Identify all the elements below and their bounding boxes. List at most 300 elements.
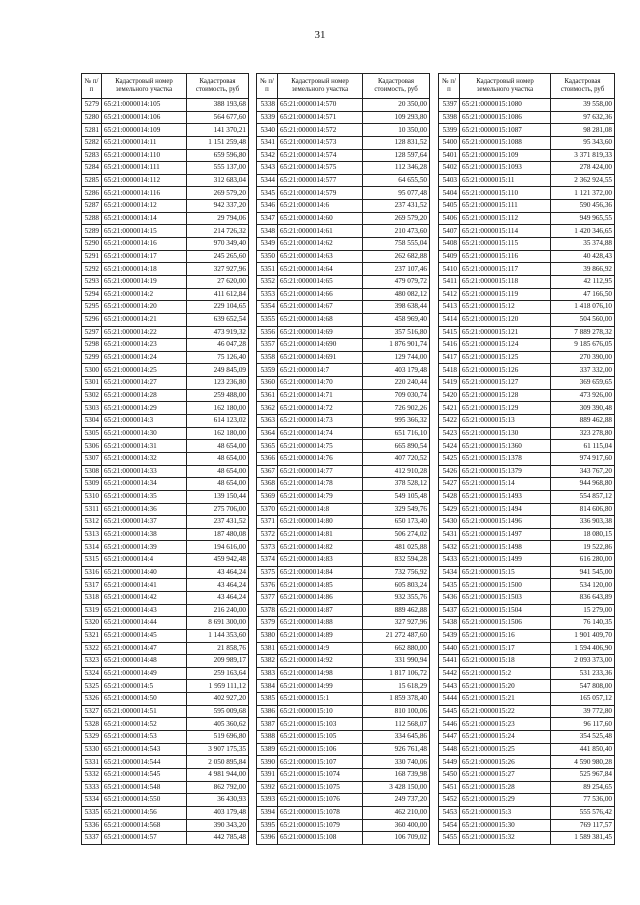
row-number-cell: 5329 bbox=[82, 731, 102, 744]
row-number-cell: 5394 bbox=[257, 806, 278, 819]
row-number-cell: 5408 bbox=[439, 238, 460, 251]
header-cadastral-value: Кадастровая стоимость, руб bbox=[187, 74, 249, 99]
cadastral-value-cell: 7 889 278,32 bbox=[551, 326, 615, 339]
table-row bbox=[257, 617, 430, 630]
cadastral-value-cell: 162 180,00 bbox=[187, 427, 249, 440]
table-row bbox=[439, 832, 615, 845]
cadastral-value-cell: 836 643,89 bbox=[551, 591, 615, 604]
cadastral-value-cell: 889 462,88 bbox=[551, 415, 615, 428]
row-number-cell: 5393 bbox=[257, 794, 278, 807]
cadastral-number-cell: 65:21:0000014:116 bbox=[102, 187, 187, 200]
cadastral-number-cell: 65:21:0000015:32 bbox=[460, 832, 551, 845]
cadastral-value-cell: 2 050 895,84 bbox=[187, 756, 249, 769]
cadastral-number-cell: 65:21:0000015:121 bbox=[460, 326, 551, 339]
row-number-cell: 5300 bbox=[82, 364, 102, 377]
table-row bbox=[257, 655, 430, 668]
cadastral-value-cell: 329 549,76 bbox=[363, 503, 430, 516]
row-number-cell: 5367 bbox=[257, 465, 278, 478]
cadastral-value-cell: 1 901 409,70 bbox=[551, 629, 615, 642]
cadastral-number-cell: 65:21:0000014:81 bbox=[278, 528, 363, 541]
cadastral-value-cell: 412 910,28 bbox=[363, 465, 430, 478]
cadastral-value-cell: 336 903,38 bbox=[551, 516, 615, 529]
row-number-cell: 5305 bbox=[82, 427, 102, 440]
table-row bbox=[82, 781, 249, 794]
cadastral-value-cell: 343 767,20 bbox=[551, 465, 615, 478]
table-row bbox=[439, 351, 615, 364]
table-row bbox=[82, 275, 249, 288]
cadastral-value-cell: 95 343,60 bbox=[551, 136, 615, 149]
table-row bbox=[439, 528, 615, 541]
cadastral-value-cell: 519 696,80 bbox=[187, 731, 249, 744]
cadastral-number-cell: 65:21:0000014:20 bbox=[102, 301, 187, 314]
row-number-cell: 5324 bbox=[82, 667, 102, 680]
table-row bbox=[82, 718, 249, 731]
row-number-cell: 5434 bbox=[439, 566, 460, 579]
cadastral-value-cell: 48 654,00 bbox=[187, 478, 249, 491]
row-number-cell: 5442 bbox=[439, 667, 460, 680]
cadastral-value-cell: 327 927,96 bbox=[363, 617, 430, 630]
cadastral-number-cell: 65:21:0000015:1075 bbox=[278, 781, 363, 794]
row-number-cell: 5402 bbox=[439, 162, 460, 175]
cadastral-number-cell: 65:21:0000015:1499 bbox=[460, 554, 551, 567]
table-row bbox=[439, 604, 615, 617]
cadastral-value-cell: 659 596,80 bbox=[187, 149, 249, 162]
cadastral-number-cell: 65:21:0000014:110 bbox=[102, 149, 187, 162]
table-row bbox=[82, 377, 249, 390]
cadastral-number-cell: 65:21:0000014:43 bbox=[102, 604, 187, 617]
row-number-cell: 5428 bbox=[439, 490, 460, 503]
cadastral-number-cell: 65:21:0000014:64 bbox=[278, 263, 363, 276]
table-row bbox=[257, 819, 430, 832]
row-number-cell: 5388 bbox=[257, 731, 278, 744]
cadastral-value-cell: 275 706,00 bbox=[187, 503, 249, 516]
cadastral-value-cell: 862 792,00 bbox=[187, 781, 249, 794]
table-row bbox=[439, 680, 615, 693]
row-number-cell: 5343 bbox=[257, 162, 278, 175]
cadastral-value-cell: 441 850,40 bbox=[551, 743, 615, 756]
table-row bbox=[257, 794, 430, 807]
cadastral-value-cell: 98 281,08 bbox=[551, 124, 615, 137]
row-number-cell: 5415 bbox=[439, 326, 460, 339]
table-row bbox=[439, 554, 615, 567]
table-row bbox=[439, 136, 615, 149]
cadastral-number-cell: 65:21:0000014:573 bbox=[278, 136, 363, 149]
table-row bbox=[257, 389, 430, 402]
row-number-cell: 5441 bbox=[439, 655, 460, 668]
table-row bbox=[439, 743, 615, 756]
cadastral-number-cell: 65:21:0000014:92 bbox=[278, 655, 363, 668]
row-number-cell: 5414 bbox=[439, 313, 460, 326]
row-number-cell: 5370 bbox=[257, 503, 278, 516]
cadastral-number-cell: 65:21:0000014:571 bbox=[278, 111, 363, 124]
table-row bbox=[257, 604, 430, 617]
table-row bbox=[257, 478, 430, 491]
table-row bbox=[257, 238, 430, 251]
row-number-cell: 5432 bbox=[439, 541, 460, 554]
table-row bbox=[439, 263, 615, 276]
cadastral-number-cell: 65:21:0000015:30 bbox=[460, 819, 551, 832]
row-number-cell: 5453 bbox=[439, 806, 460, 819]
cadastral-value-cell: 407 720,52 bbox=[363, 452, 430, 465]
row-number-cell: 5387 bbox=[257, 718, 278, 731]
cadastral-value-cell: 309 390,48 bbox=[551, 402, 615, 415]
row-number-cell: 5421 bbox=[439, 402, 460, 415]
table-row bbox=[439, 465, 615, 478]
cadastral-value-cell: 1 151 259,48 bbox=[187, 136, 249, 149]
cadastral-value-cell: 43 464,24 bbox=[187, 566, 249, 579]
cadastral-number-cell: 65:21:0000015:120 bbox=[460, 313, 551, 326]
table-row bbox=[257, 452, 430, 465]
table-row bbox=[82, 541, 249, 554]
table-row bbox=[439, 516, 615, 529]
table-row bbox=[257, 440, 430, 453]
cadastral-number-cell: 65:21:0000015:127 bbox=[460, 377, 551, 390]
table-row bbox=[82, 364, 249, 377]
row-number-cell: 5417 bbox=[439, 351, 460, 364]
row-number-cell: 5423 bbox=[439, 427, 460, 440]
cadastral-number-cell: 65:21:0000015:130 bbox=[460, 427, 551, 440]
cadastral-value-cell: 312 683,04 bbox=[187, 174, 249, 187]
row-number-cell: 5285 bbox=[82, 174, 102, 187]
row-number-cell: 5406 bbox=[439, 212, 460, 225]
cadastral-number-cell: 65:21:0000015:1086 bbox=[460, 111, 551, 124]
cadastral-number-cell: 65:21:0000015:110 bbox=[460, 187, 551, 200]
table-row bbox=[82, 162, 249, 175]
row-number-cell: 5375 bbox=[257, 566, 278, 579]
cadastral-number-cell: 65:21:0000015:1493 bbox=[460, 490, 551, 503]
cadastral-number-cell: 65:21:0000015:22 bbox=[460, 705, 551, 718]
cadastral-number-cell: 65:21:0000014:48 bbox=[102, 655, 187, 668]
cadastral-value-cell: 323 278,80 bbox=[551, 427, 615, 440]
table-row bbox=[82, 756, 249, 769]
table-row bbox=[257, 718, 430, 731]
cadastral-number-cell: 65:21:0000015:126 bbox=[460, 364, 551, 377]
cadastral-value-cell: 249 737,20 bbox=[363, 794, 430, 807]
row-number-cell: 5440 bbox=[439, 642, 460, 655]
cadastral-number-cell: 65:21:0000014:11 bbox=[102, 136, 187, 149]
table-row bbox=[257, 503, 430, 516]
table-row bbox=[257, 680, 430, 693]
row-number-cell: 5427 bbox=[439, 478, 460, 491]
cadastral-value-cell: 3 907 175,35 bbox=[187, 743, 249, 756]
cadastral-value-cell: 732 756,92 bbox=[363, 566, 430, 579]
table-row bbox=[439, 364, 615, 377]
table-row bbox=[439, 250, 615, 263]
table-row bbox=[439, 718, 615, 731]
cadastral-number-cell: 65:21:0000015:108 bbox=[278, 832, 363, 845]
row-number-cell: 5445 bbox=[439, 705, 460, 718]
cadastral-number-cell: 65:21:0000014:8 bbox=[278, 503, 363, 516]
cadastral-number-cell: 65:21:0000015:25 bbox=[460, 743, 551, 756]
cadastral-number-cell: 65:21:0000014:545 bbox=[102, 768, 187, 781]
table-row bbox=[82, 174, 249, 187]
table-row bbox=[257, 541, 430, 554]
cadastral-value-cell: 378 528,12 bbox=[363, 478, 430, 491]
table-row bbox=[82, 528, 249, 541]
cadastral-value-cell: 889 462,88 bbox=[363, 604, 430, 617]
table-row bbox=[82, 187, 249, 200]
table-row bbox=[439, 731, 615, 744]
row-number-cell: 5397 bbox=[439, 99, 460, 112]
row-number-cell: 5448 bbox=[439, 743, 460, 756]
row-number-cell: 5291 bbox=[82, 250, 102, 263]
cadastral-number-cell: 65:21:0000015:1088 bbox=[460, 136, 551, 149]
cadastral-number-cell: 65:21:0000015:20 bbox=[460, 680, 551, 693]
row-number-cell: 5422 bbox=[439, 415, 460, 428]
table-row bbox=[82, 503, 249, 516]
row-number-cell: 5350 bbox=[257, 250, 278, 263]
table-row bbox=[257, 591, 430, 604]
cadastral-value-cell: 97 632,36 bbox=[551, 111, 615, 124]
cadastral-number-cell: 65:21:0000014:6 bbox=[278, 200, 363, 213]
row-number-cell: 5395 bbox=[257, 819, 278, 832]
table-row bbox=[82, 819, 249, 832]
cadastral-number-cell: 65:21:0000014:16 bbox=[102, 238, 187, 251]
row-number-cell: 5443 bbox=[439, 680, 460, 693]
table-row bbox=[439, 124, 615, 137]
row-number-cell: 5312 bbox=[82, 516, 102, 529]
row-number-cell: 5299 bbox=[82, 351, 102, 364]
cadastral-value-cell: 459 942,48 bbox=[187, 554, 249, 567]
cadastral-number-cell: 65:21:0000015:1079 bbox=[278, 819, 363, 832]
cadastral-value-cell: 165 057,12 bbox=[551, 693, 615, 706]
cadastral-number-cell: 65:21:0000015:12 bbox=[460, 301, 551, 314]
cadastral-value-cell: 237 431,52 bbox=[363, 200, 430, 213]
cadastral-number-cell: 65:21:0000014:56 bbox=[102, 806, 187, 819]
cadastral-value-cell: 1 420 346,65 bbox=[551, 225, 615, 238]
row-number-cell: 5400 bbox=[439, 136, 460, 149]
cadastral-number-cell: 65:21:0000015:1087 bbox=[460, 124, 551, 137]
cadastral-number-cell: 65:21:0000015:107 bbox=[278, 756, 363, 769]
table-row bbox=[439, 187, 615, 200]
cadastral-number-cell: 65:21:0000014:61 bbox=[278, 225, 363, 238]
row-number-cell: 5409 bbox=[439, 250, 460, 263]
cadastral-value-cell: 651 716,10 bbox=[363, 427, 430, 440]
cadastral-number-cell: 65:21:0000015:105 bbox=[278, 731, 363, 744]
row-number-cell: 5385 bbox=[257, 693, 278, 706]
cadastral-value-cell: 616 280,00 bbox=[551, 554, 615, 567]
cadastral-value-cell: 2 093 373,00 bbox=[551, 655, 615, 668]
cadastral-value-cell: 330 740,06 bbox=[363, 756, 430, 769]
cadastral-number-cell: 65:21:0000014:14 bbox=[102, 212, 187, 225]
table-row bbox=[82, 326, 249, 339]
row-number-cell: 5341 bbox=[257, 136, 278, 149]
cadastral-value-cell: 337 332,00 bbox=[551, 364, 615, 377]
cadastral-value-cell: 4 590 980,28 bbox=[551, 756, 615, 769]
row-number-cell: 5322 bbox=[82, 642, 102, 655]
cadastral-value-cell: 43 464,24 bbox=[187, 579, 249, 592]
cadastral-number-cell: 65:21:0000014:45 bbox=[102, 629, 187, 642]
cadastral-value-cell: 605 803,24 bbox=[363, 579, 430, 592]
row-number-cell: 5446 bbox=[439, 718, 460, 731]
row-number-cell: 5426 bbox=[439, 465, 460, 478]
cadastral-value-cell: 76 140,35 bbox=[551, 617, 615, 630]
cadastral-number-cell: 65:21:0000015:1378 bbox=[460, 452, 551, 465]
table-row bbox=[439, 275, 615, 288]
cadastral-value-cell: 949 965,55 bbox=[551, 212, 615, 225]
table-row bbox=[82, 566, 249, 579]
row-number-cell: 5392 bbox=[257, 781, 278, 794]
cadastral-number-cell: 65:21:0000015:13 bbox=[460, 415, 551, 428]
row-number-cell: 5429 bbox=[439, 503, 460, 516]
cadastral-number-cell: 65:21:0000014:75 bbox=[278, 440, 363, 453]
table-row bbox=[257, 275, 430, 288]
row-number-cell: 5371 bbox=[257, 516, 278, 529]
table-row bbox=[82, 263, 249, 276]
cadastral-value-cell: 1 859 378,40 bbox=[363, 693, 430, 706]
cadastral-number-cell: 65:21:0000015:124 bbox=[460, 339, 551, 352]
cadastral-number-cell: 65:21:0000015:15 bbox=[460, 566, 551, 579]
row-number-cell: 5340 bbox=[257, 124, 278, 137]
cadastral-number-cell: 65:21:0000015:21 bbox=[460, 693, 551, 706]
table-row bbox=[439, 629, 615, 642]
cadastral-value-cell: 187 480,08 bbox=[187, 528, 249, 541]
cadastral-value-cell: 123 236,80 bbox=[187, 377, 249, 390]
cadastral-value-cell: 1 589 381,45 bbox=[551, 832, 615, 845]
cadastral-value-cell: 639 652,54 bbox=[187, 313, 249, 326]
table-row bbox=[439, 794, 615, 807]
cadastral-value-cell: 726 902,26 bbox=[363, 402, 430, 415]
table-row bbox=[82, 402, 249, 415]
table-row bbox=[82, 124, 249, 137]
cadastral-value-cell: 259 163,64 bbox=[187, 667, 249, 680]
table-row bbox=[257, 200, 430, 213]
cadastral-number-cell: 65:21:0000014:25 bbox=[102, 364, 187, 377]
table-row bbox=[439, 781, 615, 794]
header-num: № п/п bbox=[257, 74, 278, 99]
cadastral-number-cell: 65:21:0000014:85 bbox=[278, 579, 363, 592]
cadastral-number-cell: 65:21:0000015:17 bbox=[460, 642, 551, 655]
table-row bbox=[257, 225, 430, 238]
cadastral-number-cell: 65:21:0000015:28 bbox=[460, 781, 551, 794]
cadastral-number-cell: 65:21:0000014:70 bbox=[278, 377, 363, 390]
row-number-cell: 5381 bbox=[257, 642, 278, 655]
row-number-cell: 5303 bbox=[82, 402, 102, 415]
row-number-cell: 5348 bbox=[257, 225, 278, 238]
row-number-cell: 5411 bbox=[439, 275, 460, 288]
cadastral-number-cell: 65:21:0000015:114 bbox=[460, 225, 551, 238]
row-number-cell: 5365 bbox=[257, 440, 278, 453]
cadastral-value-cell: 2 362 924,55 bbox=[551, 174, 615, 187]
cadastral-value-cell: 769 117,57 bbox=[551, 819, 615, 832]
row-number-cell: 5412 bbox=[439, 288, 460, 301]
table-row bbox=[82, 806, 249, 819]
table-row bbox=[82, 136, 249, 149]
row-number-cell: 5359 bbox=[257, 364, 278, 377]
cadastral-number-cell: 65:21:0000014:109 bbox=[102, 124, 187, 137]
table-row bbox=[439, 655, 615, 668]
row-number-cell: 5352 bbox=[257, 275, 278, 288]
cadastral-value-cell: 61 115,04 bbox=[551, 440, 615, 453]
cadastral-number-cell: 65:21:0000014:27 bbox=[102, 377, 187, 390]
cadastral-value-cell: 462 210,00 bbox=[363, 806, 430, 819]
cadastral-number-cell: 65:21:0000014:41 bbox=[102, 579, 187, 592]
cadastral-number-cell: 65:21:0000014:575 bbox=[278, 162, 363, 175]
cadastral-value-cell: 8 691 300,00 bbox=[187, 617, 249, 630]
table-row bbox=[439, 591, 615, 604]
cadastral-number-cell: 65:21:0000015:119 bbox=[460, 288, 551, 301]
cadastral-number-cell: 65:21:0000015:115 bbox=[460, 238, 551, 251]
table-row bbox=[257, 377, 430, 390]
cadastral-number-cell: 65:21:0000014:22 bbox=[102, 326, 187, 339]
cadastral-number-cell: 65:21:0000014:105 bbox=[102, 99, 187, 112]
table-row bbox=[257, 781, 430, 794]
cadastral-value-cell: 47 166,50 bbox=[551, 288, 615, 301]
cadastral-value-cell: 595 009,68 bbox=[187, 705, 249, 718]
row-number-cell: 5296 bbox=[82, 313, 102, 326]
table-row bbox=[257, 427, 430, 440]
row-number-cell: 5323 bbox=[82, 655, 102, 668]
row-number-cell: 5380 bbox=[257, 629, 278, 642]
cadastral-number-cell: 65:21:0000014:574 bbox=[278, 149, 363, 162]
row-number-cell: 5330 bbox=[82, 743, 102, 756]
row-number-cell: 5334 bbox=[82, 794, 102, 807]
cadastral-value-cell: 944 968,80 bbox=[551, 478, 615, 491]
table-row bbox=[257, 756, 430, 769]
cadastral-value-cell: 1 144 353,60 bbox=[187, 629, 249, 642]
cadastral-value-cell: 403 179,48 bbox=[187, 806, 249, 819]
cadastral-number-cell: 65:21:0000014:35 bbox=[102, 490, 187, 503]
row-number-cell: 5339 bbox=[257, 111, 278, 124]
row-number-cell: 5376 bbox=[257, 579, 278, 592]
row-number-cell: 5404 bbox=[439, 187, 460, 200]
cadastral-number-cell: 65:21:0000014:44 bbox=[102, 617, 187, 630]
cadastral-value-cell: 473 926,00 bbox=[551, 389, 615, 402]
table-row bbox=[439, 768, 615, 781]
table-row bbox=[257, 99, 430, 112]
table-row bbox=[82, 617, 249, 630]
row-number-cell: 5435 bbox=[439, 579, 460, 592]
cadastral-value-cell: 814 606,80 bbox=[551, 503, 615, 516]
cadastral-number-cell: 65:21:0000014:62 bbox=[278, 238, 363, 251]
row-number-cell: 5444 bbox=[439, 693, 460, 706]
cadastral-number-cell: 65:21:0000015:10 bbox=[278, 705, 363, 718]
cadastral-number-cell: 65:21:0000015:18 bbox=[460, 655, 551, 668]
table-row bbox=[82, 440, 249, 453]
table-row bbox=[82, 554, 249, 567]
row-number-cell: 5335 bbox=[82, 806, 102, 819]
table-row bbox=[439, 288, 615, 301]
table-row bbox=[82, 149, 249, 162]
table-row bbox=[257, 124, 430, 137]
table-row bbox=[82, 490, 249, 503]
table-row bbox=[257, 187, 430, 200]
cadastral-value-cell: 270 390,00 bbox=[551, 351, 615, 364]
cadastral-number-cell: 65:21:0000014:82 bbox=[278, 541, 363, 554]
cadastral-value-cell: 46 047,28 bbox=[187, 339, 249, 352]
cadastral-number-cell: 65:21:0000014:51 bbox=[102, 705, 187, 718]
cadastral-number-cell: 65:21:0000015:27 bbox=[460, 768, 551, 781]
cadastral-value-cell: 327 927,96 bbox=[187, 263, 249, 276]
cadastral-number-cell: 65:21:0000014:66 bbox=[278, 288, 363, 301]
cadastral-value-cell: 481 025,88 bbox=[363, 541, 430, 554]
cadastral-value-cell: 442 785,48 bbox=[187, 832, 249, 845]
cadastral-value-cell: 810 100,06 bbox=[363, 705, 430, 718]
table-row bbox=[439, 503, 615, 516]
table-row bbox=[257, 768, 430, 781]
cadastral-number-cell: 65:21:0000014:80 bbox=[278, 516, 363, 529]
cadastral-number-cell: 65:21:0000014:79 bbox=[278, 490, 363, 503]
cadastral-value-cell: 220 240,44 bbox=[363, 377, 430, 390]
cadastral-number-cell: 65:21:0000015:1379 bbox=[460, 465, 551, 478]
row-number-cell: 5279 bbox=[82, 99, 102, 112]
row-number-cell: 5316 bbox=[82, 566, 102, 579]
cadastral-value-cell: 405 360,62 bbox=[187, 718, 249, 731]
row-number-cell: 5366 bbox=[257, 452, 278, 465]
cadastral-value-cell: 531 233,36 bbox=[551, 667, 615, 680]
cadastral-number-cell: 65:21:0000014:691 bbox=[278, 351, 363, 364]
table-row bbox=[82, 200, 249, 213]
